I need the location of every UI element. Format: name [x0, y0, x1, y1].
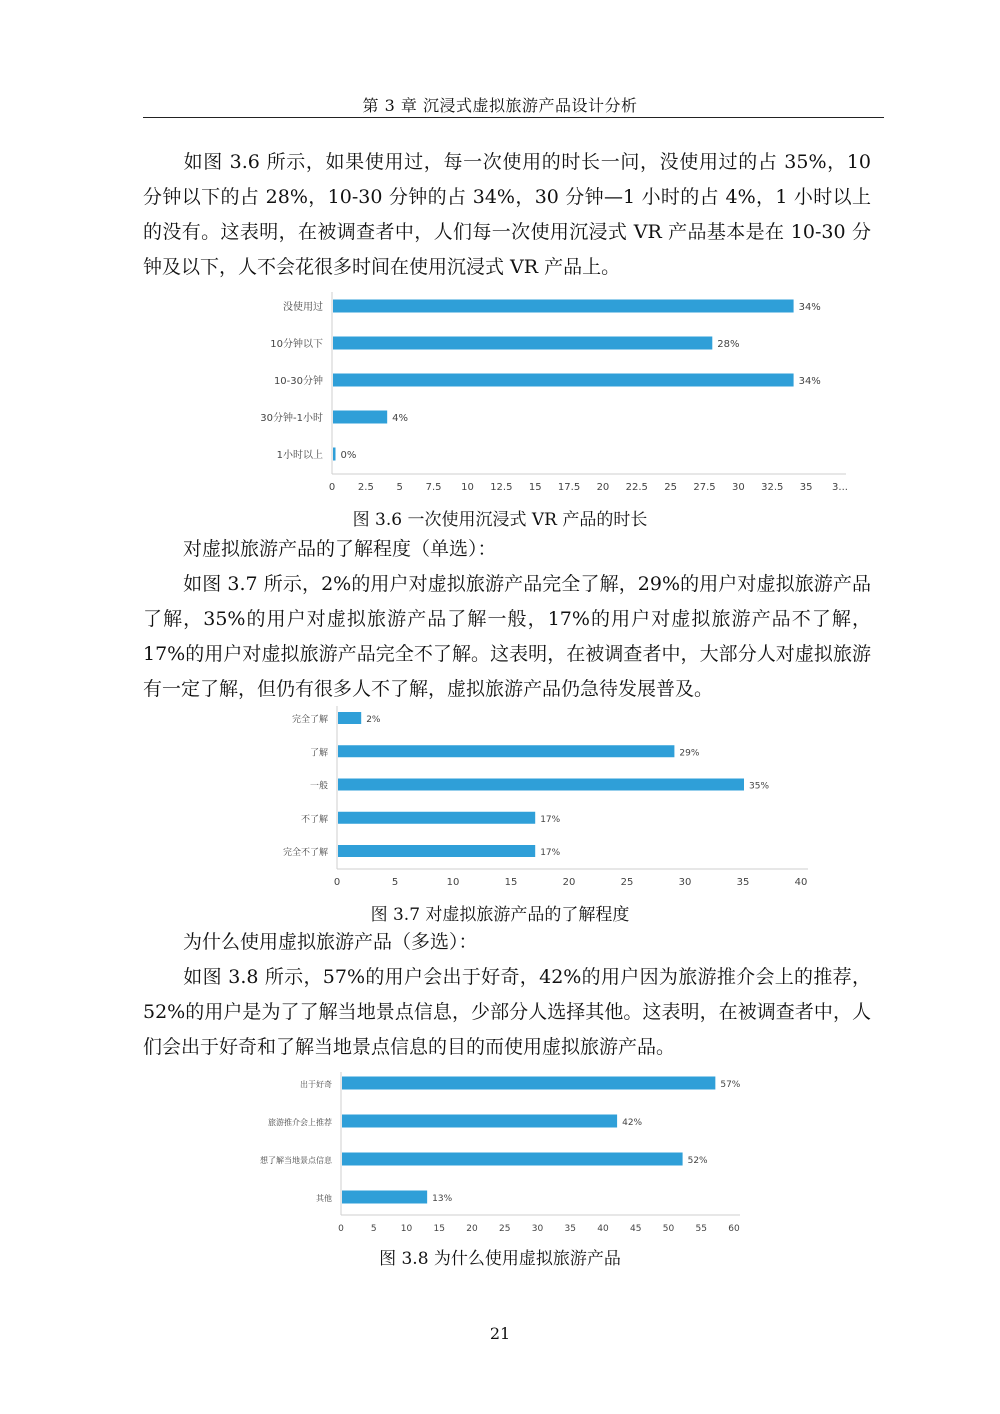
paragraph-fig8-text: 如图 3.8 所示，57%的用户会出于好奇，42%的用户因为旅游推介会上的推荐，52%的用户是为了了解当地景点信息，少部分人选择其他。这表明，在被调查者中，人们会出于好奇和了解当地景点信息的目的而使用虚拟旅游产品。 [143, 966, 871, 1058]
x-tick-label: 25 [664, 482, 678, 493]
x-tick-label: 25 [499, 1224, 511, 1234]
category-label: 10-30分钟 [273, 376, 323, 387]
value-label: 2% [366, 715, 381, 725]
x-tick-label: 7.5 [425, 482, 442, 493]
category-label: 旅游推介会上推荐 [268, 1118, 332, 1127]
x-tick-label: 12.5 [490, 482, 513, 493]
value-label: 34% [798, 302, 821, 313]
x-tick-label: 45 [630, 1224, 642, 1234]
value-label: 17% [540, 848, 561, 858]
x-tick-label: 27.5 [693, 482, 716, 493]
x-tick-label: 35 [736, 877, 750, 888]
x-tick-label: 3... [832, 482, 848, 493]
category-label: 一般 [309, 781, 328, 792]
value-label: 35% [749, 781, 770, 792]
x-tick-label: 30 [678, 877, 692, 888]
running-header: 第 3 章 沉浸式虚拟旅游产品设计分析 [362, 96, 638, 115]
x-tick-label: 30 [531, 1224, 544, 1234]
category-label: 其他 [316, 1194, 332, 1203]
x-tick-label: 55 [695, 1224, 707, 1234]
x-tick-label: 10 [446, 877, 460, 888]
x-tick-label: 20 [562, 877, 576, 888]
x-tick-label: 22.5 [625, 482, 648, 493]
x-tick-label: 25 [620, 877, 634, 888]
x-tick-label: 20 [466, 1224, 478, 1234]
x-tick-label: 40 [597, 1224, 609, 1234]
value-label: 13% [432, 1194, 453, 1204]
category-label: 10分钟以下 [270, 339, 323, 350]
x-tick-label: 0 [338, 1224, 344, 1234]
x-tick-label: 35 [799, 482, 813, 493]
category-label: 想了解当地景点信息 [260, 1156, 332, 1165]
category-label: 完全了解 [291, 715, 328, 725]
value-label: 57% [720, 1080, 741, 1090]
caption-fig7: 图 3.7 对虚拟旅游产品的了解程度 [370, 905, 630, 925]
x-tick-label: 17.5 [557, 482, 581, 493]
caption-fig6: 图 3.6 一次使用沉浸式 VR 产品的时长 [352, 510, 648, 530]
category-label: 了解 [309, 748, 328, 759]
value-label: 42% [622, 1118, 643, 1128]
category-label: 30分钟-1小时 [260, 413, 323, 424]
value-label: 4% [392, 413, 409, 424]
x-tick-label: 40 [794, 877, 808, 888]
category-label: 1小时以上 [276, 450, 323, 461]
value-label: 34% [798, 376, 821, 387]
value-label: 52% [687, 1156, 708, 1166]
x-tick-label: 10 [461, 482, 474, 493]
x-tick-label: 5 [391, 877, 399, 888]
x-tick-label: 30 [732, 482, 745, 493]
x-tick-label: 0 [328, 482, 336, 493]
paragraph-fig7-text: 如图 3.7 所示，2%的用户对虚拟旅游产品完全了解，29%的用户对虚拟旅游产品了解，35%的用户对虚拟旅游产品了解一般，17%的用户对虚拟旅游产品不了解，17%的用户对虚拟旅游产品完全不了解。这表明，在被调查者中，大部分人对虚拟旅游有一定了解，但仍有很多人不了解，虚拟旅游产品仍急待发展普及。 [143, 573, 871, 700]
x-tick-label: 60 [728, 1224, 740, 1234]
bar-8-0 [342, 1077, 715, 1090]
x-tick-label: 35 [564, 1224, 576, 1234]
x-tick-label: 32.5 [761, 482, 784, 493]
x-tick-label: 5 [396, 482, 403, 493]
x-tick-label: 15 [433, 1224, 445, 1234]
x-tick-label: 10 [400, 1224, 413, 1234]
value-label: 29% [679, 748, 700, 759]
x-tick-label: 2.5 [357, 482, 374, 493]
page-number: 21 [489, 1324, 511, 1343]
bar-8-2 [342, 1153, 683, 1166]
x-tick-label: 5 [370, 1224, 377, 1234]
category-label: 完全不了解 [282, 848, 328, 858]
category-label: 没使用过 [283, 302, 323, 313]
category-label: 出于好奇 [300, 1080, 332, 1089]
question-heading-reasons: 为什么使用虚拟旅游产品（多选）： [183, 931, 478, 953]
paragraph-fig6-text: 如图 3.6 所示，如果使用过，每一次使用的时长一问，没使用过的占 35%，10 分钟以下的占 28%，10-30 分钟的占 34%，30 分钟—1 小时的占 4%，1 小时以上的没有。这表明，在被调查者中，人们每一次使用沉浸式 VR 产品基本是在 10-30 分钟及以下，人不会花很多时间在使用沉浸式 VR 产品上。 [143, 151, 871, 278]
bar-8-1 [342, 1115, 617, 1128]
value-label: 17% [540, 814, 561, 825]
value-label: 28% [717, 339, 740, 350]
value-label: 0% [340, 450, 357, 461]
x-tick-label: 20 [596, 482, 610, 493]
x-tick-label: 15 [504, 877, 518, 888]
bar-8-3 [342, 1191, 427, 1204]
x-tick-label: 0 [333, 877, 341, 888]
question-heading-awareness: 对虚拟旅游产品的了解程度（单选）： [183, 538, 497, 560]
caption-fig8: 图 3.8 为什么使用虚拟旅游产品 [379, 1249, 621, 1269]
category-label: 不了解 [300, 814, 328, 825]
x-tick-label: 50 [662, 1224, 675, 1234]
x-tick-label: 15 [528, 482, 542, 493]
